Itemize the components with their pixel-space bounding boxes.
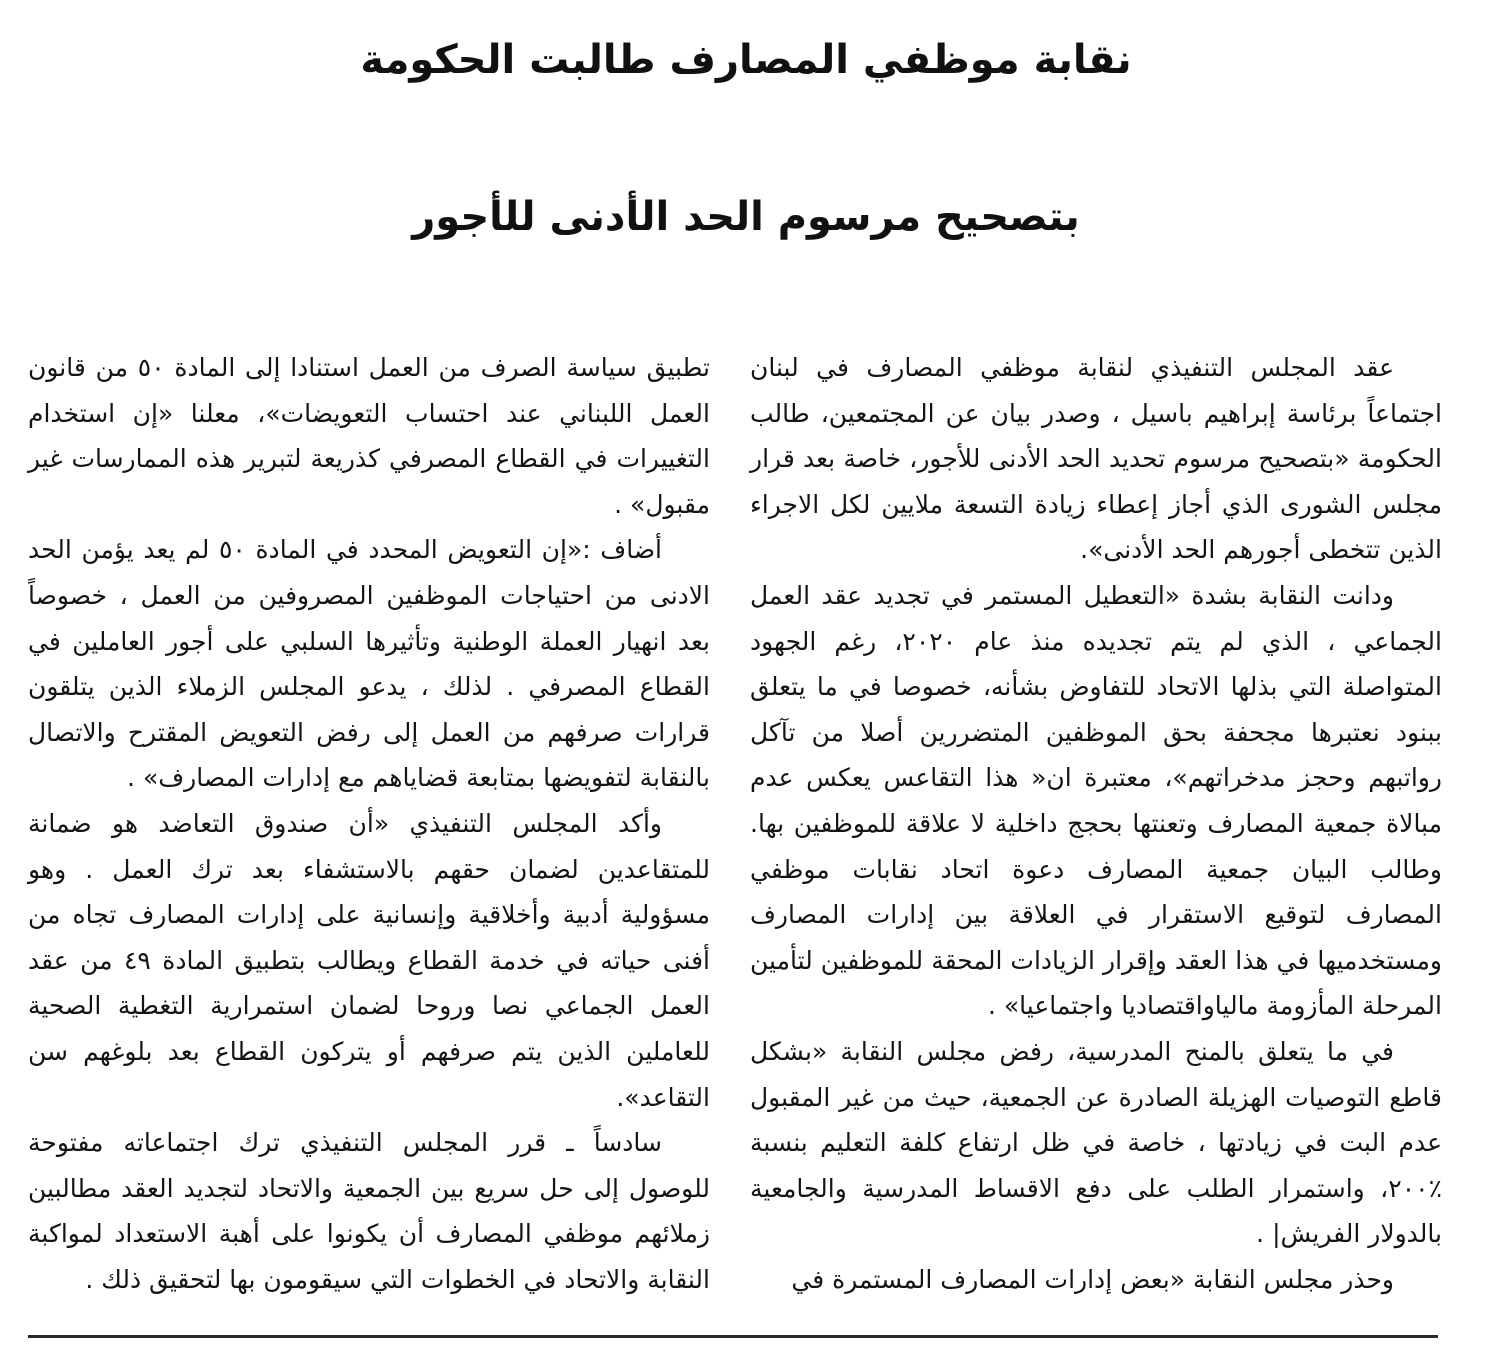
paragraph: سادساً ـ قرر المجلس التنفيذي ترك اجتماعاته مفتوحة للوصول إلى حل سريع بين الجمعية والاتحاد لتجديد العقد مطالبين زملائهم موظفي المصارف أن يكونوا على أهبة الاستعداد لمواكبة النقابة والاتحاد في الخطوات التي سيقومون بها لتحقيق ذلك .: [28, 1128, 710, 1294]
paragraph: تطبيق سياسة الصرف من العمل استنادا إلى المادة ٥٠ من قانون العمل اللبناني عند احتساب التعويضات»، معلنا «إن استخدام التغييرات في القطاع المصرفي كذريعة لتبرير هذه الممارسات غير مقبول» .: [28, 353, 711, 519]
headline-line-1: نقابة موظفي المصارف طالبت الحكومة: [360, 37, 1132, 83]
headline-line-2: بتصحيح مرسوم الحد الأدنى للأجور: [412, 194, 1080, 240]
article-column-left: [28, 345, 710, 1302]
paragraph: أضاف :«إن التعويض المحدد في المادة ٥٠ لم يعد يؤمن الحد الادنى من احتياجات الموظفين المصروفين من العمل ، خصوصاً بعد انهيار العملة الوطنية وتأثيرها السلبي على أجور العاملين في القطاع المصرفي . لذلك ، يدعو المجلس الزملاء الذين يتلقون قرارات صرفهم من العمل إلى رفض التعويض المقترح والاتصال بالنقابة لتفويضها بمتابعة قضاياهم مع إدارات المصارف» .: [28, 535, 710, 793]
paragraph: عقد المجلس التنفيذي لنقابة موظفي المصارف في لبنان اجتماعاً برئاسة إبراهيم باسيل ، وصدر بيان عن المجتمعين، طالب الحكومة «بتصحيح مرسوم تحديد الحد الأدنى للأجور، خاصة بعد قرار مجلس الشورى الذي أجاز إعطاء زيادة التسعة ملايين لكل الاجراء الذين تتخطى أجورهم الحد الأدنى».: [750, 353, 1442, 565]
article-column-right: [750, 345, 1442, 1302]
paragraph: ودانت النقابة بشدة «التعطيل المستمر في تجديد عقد العمل الجماعي ، الذي لم يتم تجديده منذ عام ٢٠٢٠، رغم الجهود المتواصلة التي بذلها الاتحاد للتفاوض بشأنه، خصوصا في ما يتعلق ببنود نعتبرها مجحفة بحق الموظفين المتضررين أصلا من تآكل رواتبهم وحجز مدخراتهم»، معتبرة ان« هذا التقاعس يعكس عدم مبالاة جمعية المصارف وتعنتها بحجج داخلية لا علاقة للموظفين بها. وطالب البيان جمعية المصارف دعوة اتحاد نقابات موظفي المصارف لتوقيع الاستقرار في العلاقة بين إدارات المصارف ومستخدميها في هذا العقد وإقرار الزيادات المحقة للموظفين لتأمين المرحلة المأزومة مالياواقتصاديا واجتماعيا» .: [750, 580, 1442, 1021]
paragraph: وأكد المجلس التنفيذي «أن صندوق التعاضد هو ضمانة للمتقاعدين لضمان حقهم بالاستشفاء بعد ترك العمل . وهو مسؤولية أدبية وأخلاقية وإنسانية على إدارات المصارف تجاه من أفنى حياته في خدمة القطاع ويطالب بتطبيق المادة ٤٩ من عقد العمل الجماعي نصا وروحا لضمان استمرارية التغطية الصحية للعاملين الذين يتم صرفهم أو يتركون القطاع بعد بلوغهم سن التقاعد».: [28, 808, 710, 1112]
bottom-divider: [28, 1335, 1438, 1338]
paragraph: في ما يتعلق بالمنح المدرسية، رفض مجلس النقابة «بشكل قاطع التوصيات الهزيلة الصادرة عن الجمعية، حيث من غير المقبول عدم البت في زيادتها ، خاصة في ظل ارتفاع كلفة التعليم بنسبة ٪٢٠٠، واستمرار الطلب على دفع الاقساط المدرسية والجامعية بالدولار الفريش| .: [750, 1036, 1442, 1249]
headline: [0, 0, 1492, 330]
paragraph: وحذر مجلس النقابة «بعض إدارات المصارف المستمرة في: [791, 1264, 1394, 1294]
